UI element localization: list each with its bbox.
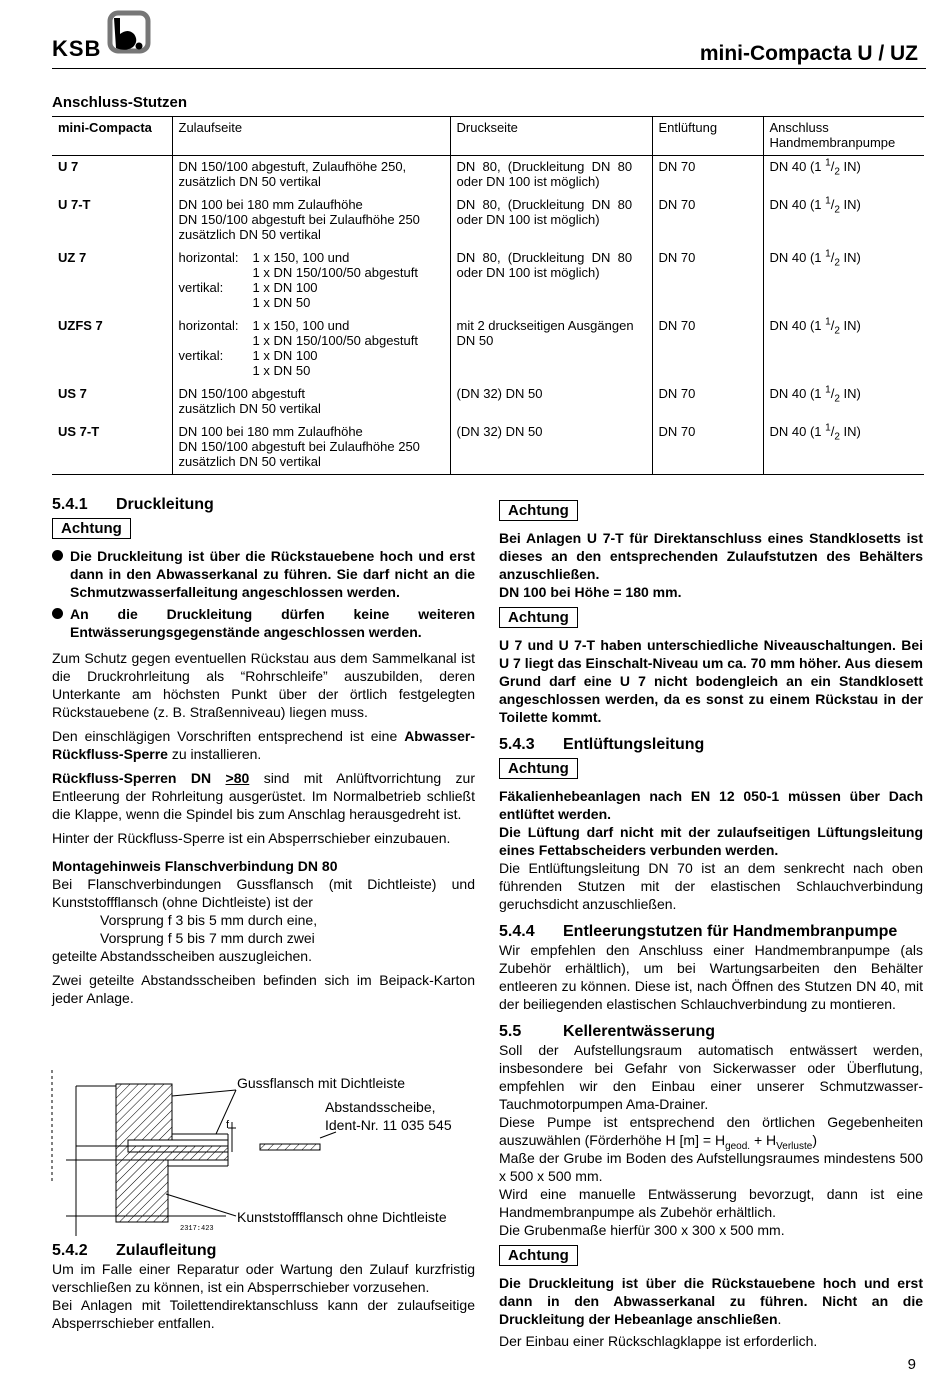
zulauf-cell: DN 150/100 abgestuft, Zulaufhöhe 250, zusätzlich DN 50 vertikal [172,156,450,195]
paragraph: Der Einbau einer Rückschlagklappe ist erforderlich. [499,1333,818,1349]
table-row [52,247,924,315]
warning-badge: Achtung [52,518,131,539]
header-divider [52,68,926,69]
section-number: 5.4.2 [52,1242,88,1259]
anschluss-cell: DN 40 (1 $^1/_2$ IN) [763,194,924,247]
druck-cell: DN 80, (Druckleitung DN 80 oder DN 100 ist möglich) [450,247,652,315]
section-heading-5-5 [499,1023,923,1041]
table-header-row [52,117,924,156]
label-gussflansch: Gussflansch mit Dichtleiste [237,1075,406,1091]
table-header: Zulaufseite [172,117,450,156]
section-number: 5.4.1 [52,496,88,513]
druck-cell: (DN 32) DN 50 [450,421,652,475]
paragraph: Bei Anlagen U 7-T für Direktanschluss eines Standklosetts ist dieses an den entsprechenden Zulaufstutzen des Behälters anzuschließen. [499,530,923,582]
connection-table [52,116,924,475]
druck-cell: DN 80, (Druckleitung DN 80 oder DN 100 ist möglich) [450,156,652,195]
paragraph: Fäkalienhebeanlagen nach EN 12 050-1 müssen über Dach entlüftet werden. [499,788,923,822]
figure-ref: 2317:423 [180,1225,214,1233]
paragraph: Vorsprung f 5 bis 7 mm durch zwei [100,930,315,946]
bullet-dot-icon [52,608,63,619]
paragraph: Die Druckleitung ist über die Rückstauebene hoch und erst dann in den Abwasserkanal zu führen. Nicht an die Druckleitung der Hebeanlage anschließen. [499,1275,923,1327]
paragraph: Soll der Aufstellungsraum automatisch entwässert werden, insbesondere bei Gefahr von Sickerwasser oder Überflutung, empfehlen wir den Einbau einer unserer Schmutzwasser-Tauchmotorpumpen Ama-Drainer. [499,1042,923,1112]
paragraph: Maße der Grube im Boden des Aufstellungsraumes mindestens 500 x 500 x 500 mm. [499,1150,923,1184]
section-heading-5-4-2 [52,1242,475,1260]
paragraph: Bei Anlagen mit Toilettendirektanschluss kann der zulaufseitige Absperrschieber entfallen. [52,1297,475,1331]
model-cell: UZ 7 [52,247,172,315]
paragraph: Zwei geteilte Abstandsscheiben befinden sich im Beipack-Karton jeder Anlage. [52,972,475,1006]
document-title: mini-Compacta U / UZ [699,42,918,65]
zulauf-cell: DN 150/100 abgestuft zusätzlich DN 50 vertikal [172,383,450,421]
entlueftung-cell: DN 70 [652,247,763,315]
right-column [499,500,923,1350]
paragraph: Die Entlüftungsleitung DN 70 ist an dem senkrecht nach oben führenden Stutzen mit der elastischen Schlauchverbindung geruchsdicht anzuschließen. [499,860,923,912]
zulauf-cell: horizontal: 1 x 150, 100 und 1 x DN 150/100/50 abgestuft vertikal: 1 x DN 100 1 x DN 50 [172,315,450,383]
entlueftung-cell: DN 70 [652,315,763,383]
table-row [52,194,924,247]
druck-cell: DN 80, (Druckleitung DN 80 oder DN 100 ist möglich) [450,194,652,247]
entlueftung-cell: DN 70 [652,383,763,421]
druck-cell: mit 2 druckseitigen Ausgängen DN 50 [450,315,652,383]
paragraph: Vorsprung f 3 bis 5 mm durch eine, [100,912,318,928]
paragraph: Den einschlägigen Vorschriften entsprechend ist eine Abwasser-Rückfluss-Sperre zu installieren. [52,728,475,762]
paragraph: Diese Pumpe ist entsprechend den örtlichen Gegebenheiten auszuwählen (Förderhöhe H $[m] = H_{geod.} + H_{Verluste}$) [499,1114,923,1152]
anschluss-cell: DN 40 (1 $^1/_2$ IN) [763,383,924,421]
anschluss-cell: DN 40 (1 $^1/_2$ IN) [763,315,924,383]
model-cell: UZFS 7 [52,315,172,383]
section-heading-5-4-3 [499,736,923,754]
label-kunststoffflansch: Kunststoffflansch ohne Dichtleiste [237,1209,447,1225]
section-title: Druckleitung [116,496,214,513]
anschluss-cell: DN 40 (1 $^1/_2$ IN) [763,247,924,315]
table-row [52,383,924,421]
flange-diagram [46,1066,476,1238]
section-number: 5.5 [499,1023,522,1040]
section-heading-5-4-4 [499,923,923,941]
paragraph: DN 100 bei Höhe = 180 mm. [499,584,682,600]
table-header: Entlüftung [652,117,763,156]
section-number: 5.4.3 [499,736,535,753]
label-ident-nr: Ident-Nr. 11 035 545 [325,1117,452,1133]
table-header: Druckseite [450,117,652,156]
bullet-dot-icon [52,550,63,561]
section-title: Kellerentwässerung [563,1023,716,1040]
paragraph: U 7 und U 7-T haben unterschiedliche Niveauschaltungen. Bei U 7 liegt das Einschalt-Niveau um ca. 70 mm höher. Aus diesem Grund darf eine U 7 nicht bodengleich an ein Standklosett angeschlossen werden, da es sonst zu einem Rückstau in der Toilette kommt. [499,637,923,725]
warning-badge: Achtung [499,607,578,628]
entlueftung-cell: DN 70 [652,194,763,247]
paragraph: Die Grubenmaße hierfür 300 x 300 x 500 mm. [499,1222,785,1238]
paragraph: Wird eine manuelle Entwässerung bevorzugt, dann ist eine Handmembranpumpe als Zubehör erhältlich. [499,1186,923,1220]
model-cell: U 7 [52,156,172,195]
anschluss-cell: DN 40 (1 $^1/_2$ IN) [763,421,924,475]
paragraph: Rückfluss-Sperren DN >80 sind mit Anlüftvorrichtung zur Entleerung der Rohrleitung ausgerüstet. Im Normalbetrieb schließt die Klappe, wenn die Spindel bis zum Anschlag herausgedreht ist. [52,770,475,822]
section-title: Entleerungstutzen für Handmembranpumpe [563,923,898,940]
warning-bullet [52,605,475,641]
table-title: Anschluss-Stutzen [52,94,188,111]
paragraph: Bei Flanschverbindungen Gussflansch (mit Dichtleiste) und Kunststoffflansch (ohne Dichtleiste) ist der [52,876,475,910]
zulauf-cell: DN 100 bei 180 mm Zulaufhöhe DN 150/100 abgestuft bei Zulaufhöhe 250 zusätzlich DN 50 vertikal [172,194,450,247]
section-heading-5-4-1 [52,496,475,514]
paragraph: geteilte Abstandsscheiben auszugleichen. [52,948,312,964]
zulauf-cell: DN 100 bei 180 mm Zulaufhöhe DN 150/100 abgestuft bei Zulaufhöhe 250 zusätzlich DN 50 vertikal [172,421,450,475]
page-number: 9 [907,1356,916,1373]
druck-cell: (DN 32) DN 50 [450,383,652,421]
warning-badge: Achtung [499,1245,578,1266]
table-header: mini-Compacta [52,117,172,156]
logo-text: KSB [52,36,102,61]
model-cell: U 7-T [52,194,172,247]
entlueftung-cell: DN 70 [652,156,763,195]
paragraph: Wir empfehlen den Anschluss einer Handmembranpumpe (als Zubehör erhältlich), um bei Wartungsarbeiten den Behälter entleeren zu können. Diese ist, nach Öffnen des Stutzen DN 40, mit der beiliegenden elastischen Schlauchverbindung zu montieren. [499,942,923,1012]
anschluss-cell: DN 40 (1 $^1/_2$ IN) [763,156,924,195]
label-abstandsscheibe: Abstandsscheibe, [325,1099,436,1115]
entlueftung-cell: DN 70 [652,421,763,475]
paragraph: Zum Schutz gegen eventuellen Rückstau aus dem Sammelkanal ist die Druckrohrleitung als “Rohrschleife” auszubilden, deren Unterkante am höchsten Punkt über der örtlich festgelegten Rückstauebene (z. B. Straßenniveau) liegen muss. [52,650,475,720]
paragraph: Die Lüftung darf nicht mit der zulaufseitigen Lüftungsleitung eines Fettabscheiders verbunden werden. [499,824,923,858]
table-row [52,315,924,383]
section-title: Entlüftungsleitung [563,736,705,753]
model-cell: US 7-T [52,421,172,475]
left-column-bottom [52,1242,475,1332]
warning-badge: Achtung [499,500,578,521]
paragraph: Um im Falle einer Reparatur oder Wartung den Zulauf kurzfristig verschließen zu können, ist ein Absperrschieber vorzusehen. [52,1261,475,1295]
ksb-logo-icon [106,10,152,56]
bullet-text: Die Druckleitung ist über die Rückstauebene hoch und erst dann in den Abwasserkanal zu führen. Sie darf nicht an die Schmutzwasserfalleitung angeschlossen werden. [70,548,475,600]
f-label: f [226,1119,230,1131]
paragraph: Hinter der Rückfluss-Sperre ist ein Absperrschieber einzubauen. [52,830,451,846]
subheading: Montagehinweis Flanschverbindung DN 80 [52,858,338,874]
left-column [52,496,475,1007]
model-cell: US 7 [52,383,172,421]
warning-badge: Achtung [499,758,578,779]
table-header: Anschluss Handmembranpumpe [763,117,924,156]
table-row [52,156,924,195]
zulauf-cell: horizontal: 1 x 150, 100 und 1 x DN 150/100/50 abgestuft vertikal: 1 x DN 100 1 x DN 50 [172,247,450,315]
bullet-text: An die Druckleitung dürfen keine weiteren Entwässerungsgegenstände angeschlossen werden. [70,606,475,640]
table-row [52,421,924,475]
warning-bullet [52,547,475,601]
section-title: Zulaufleitung [116,1242,217,1259]
section-number: 5.4.4 [499,923,535,940]
